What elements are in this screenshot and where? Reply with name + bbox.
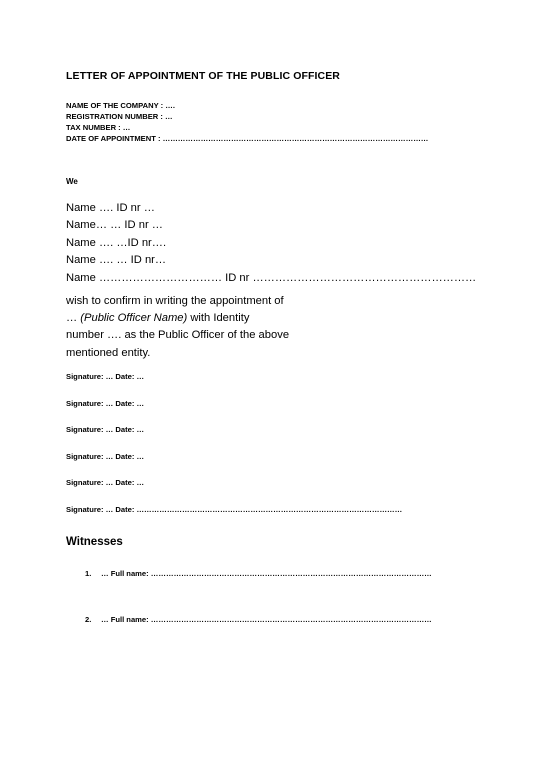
signature-row: Signature: … Date: …………………………………………………………………………………………… xyxy=(66,504,403,514)
statement-line xyxy=(66,310,486,327)
document-title: LETTER OF APPOINTMENT OF THE PUBLIC OFFICER xyxy=(66,70,340,82)
witness-line xyxy=(85,569,432,578)
name-line: Name …. …ID nr…. xyxy=(66,236,167,249)
registration-number-field: REGISTRATION NUMBER : … xyxy=(66,112,173,121)
name-line: Name …. … ID nr… xyxy=(66,254,167,267)
name-line: Name …. ID nr … xyxy=(66,202,155,214)
signature-row: Signature: … Date: … xyxy=(66,398,145,408)
name-line: Name …………………………… ID nr …………………………………………………… xyxy=(66,271,477,284)
witness-fields: … Full name: ………………………………………………………………………………………………… xyxy=(101,615,432,624)
signature-row: Signature: … Date: … xyxy=(66,451,145,461)
statement-line: wish to confirm in writing the appointment of xyxy=(66,295,284,307)
signature-row: Signature: … Date: … xyxy=(66,478,145,487)
date-of-appointment-field: DATE OF APPOINTMENT : …………………………………………………………………………………………… xyxy=(66,134,429,143)
statement-text: with Identity xyxy=(187,312,250,325)
witnesses-heading: Witnesses xyxy=(66,536,123,548)
signature-block xyxy=(66,372,402,531)
witness-line xyxy=(85,615,432,624)
witness-fields: … Full name: ………………………………………………………………………………………………… xyxy=(101,569,432,578)
name-line: Name… … ID nr … xyxy=(66,219,163,232)
company-details xyxy=(66,100,428,144)
name-lines xyxy=(66,200,476,287)
signature-row: Signature: … Date: … xyxy=(66,425,145,434)
statement-line: number …. as the Public Officer of the above xyxy=(66,329,290,342)
company-name-field: NAME OF THE COMPANY : …. xyxy=(66,101,175,110)
we-label: We xyxy=(66,177,78,186)
witness-number: 1. xyxy=(85,569,92,578)
officer-name-blank: … xyxy=(66,312,81,325)
witness-number: 2. xyxy=(85,615,92,624)
signature-row: Signature: … Date: … xyxy=(66,372,145,381)
officer-name-hint: (Public Officer Name) xyxy=(80,312,188,325)
statement-line: mentioned entity. xyxy=(66,346,151,359)
tax-number-field: TAX NUMBER : … xyxy=(66,123,131,132)
appointment-statement xyxy=(66,293,486,362)
